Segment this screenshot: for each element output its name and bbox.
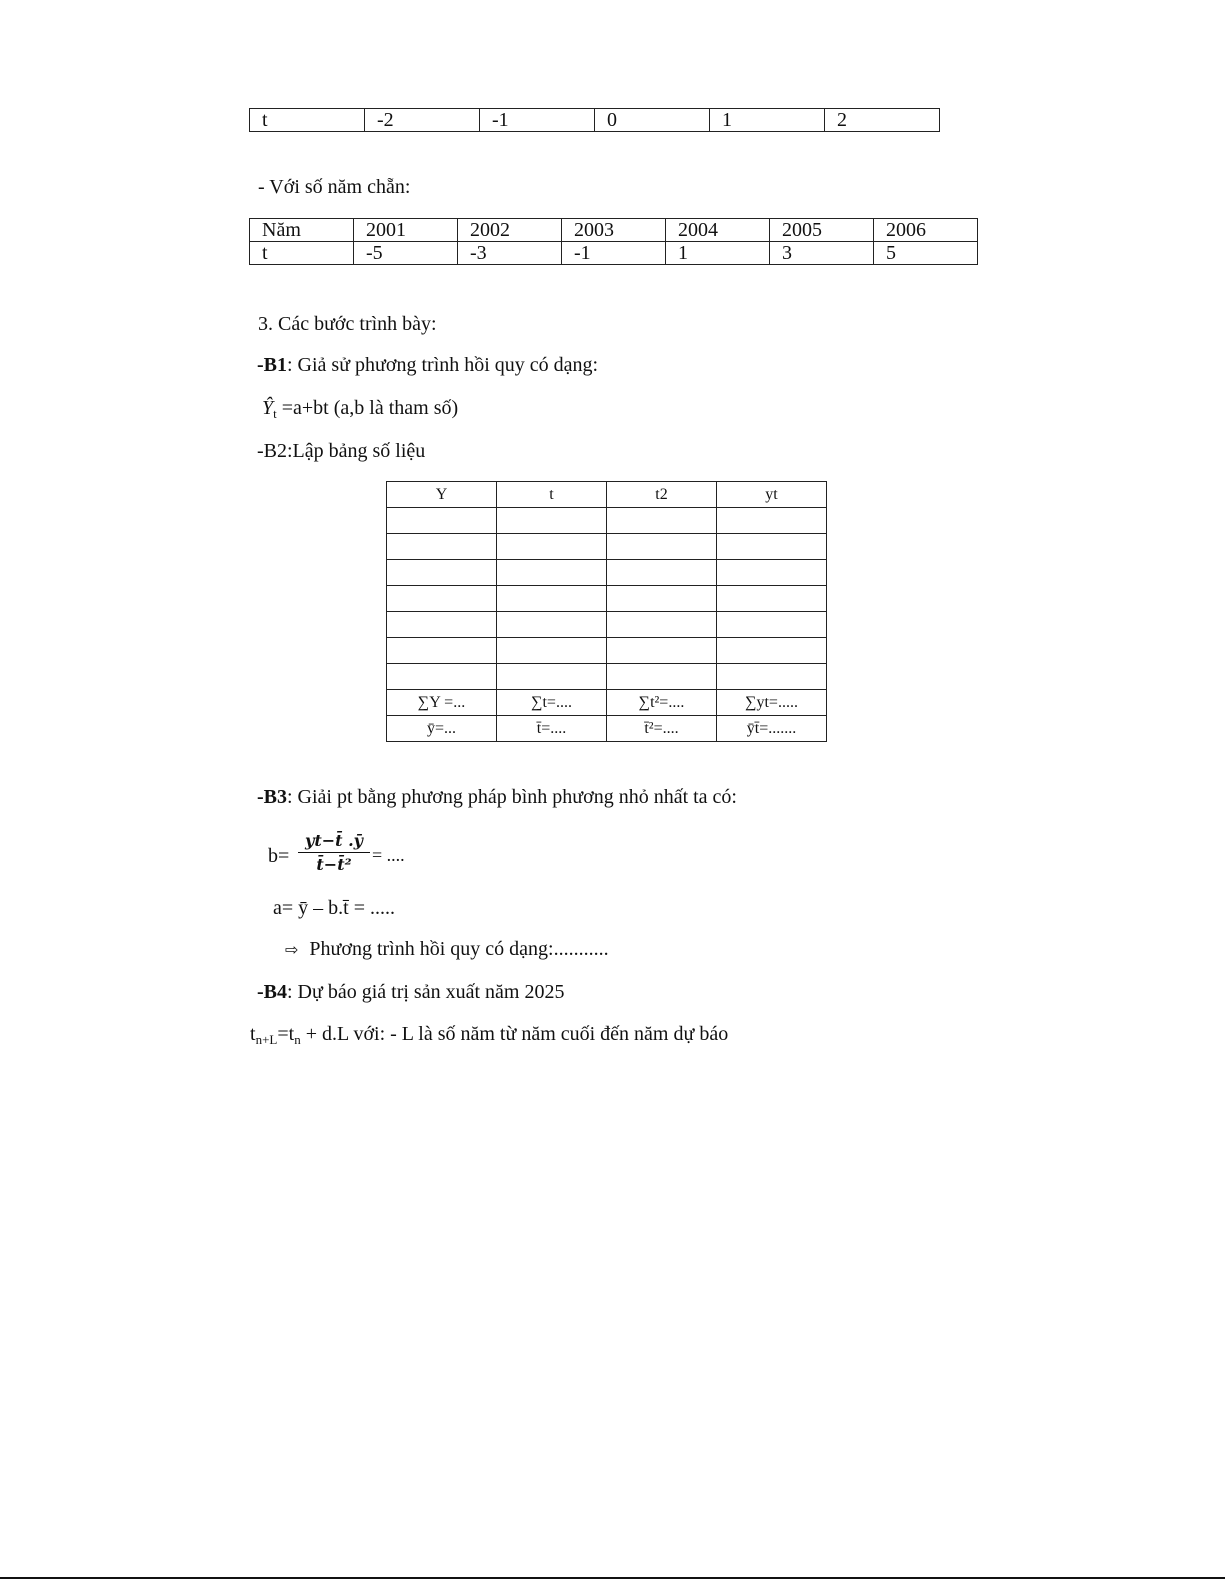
table-cell bbox=[497, 612, 607, 638]
table-cell bbox=[387, 586, 497, 612]
table-cell: t bbox=[250, 109, 365, 132]
data-table bbox=[386, 481, 827, 742]
formula-lhs: t bbox=[250, 1023, 256, 1045]
table-cell: 1 bbox=[710, 109, 825, 132]
table-row bbox=[250, 109, 940, 132]
mean-cell: t̄²=.... bbox=[607, 716, 717, 742]
table-row bbox=[387, 586, 827, 612]
table-cell: 2001 bbox=[354, 219, 458, 242]
table-cell: 2003 bbox=[562, 219, 666, 242]
b-formula-suffix: = .... bbox=[372, 845, 405, 865]
table-cell bbox=[717, 508, 827, 534]
table-row bbox=[387, 534, 827, 560]
equation-subscript: t bbox=[273, 406, 277, 421]
table-cell bbox=[497, 638, 607, 664]
table-cell bbox=[497, 534, 607, 560]
section-title: 3. Các bước trình bày: bbox=[258, 313, 437, 335]
sum-cell: ∑t²=.... bbox=[607, 690, 717, 716]
step-label: -B4 bbox=[257, 981, 287, 1003]
table-cell bbox=[717, 638, 827, 664]
table-row bbox=[387, 638, 827, 664]
table-cell: 2006 bbox=[874, 219, 978, 242]
equation-text: =a+bt (a,b là tham số) bbox=[276, 397, 459, 419]
table-cell: -5 bbox=[354, 242, 458, 265]
sum-cell: ∑yt=..... bbox=[717, 690, 827, 716]
step-b1 bbox=[257, 354, 598, 377]
conclusion-text: Phương trình hồi quy có dạng:........... bbox=[309, 938, 609, 960]
table-header-row bbox=[387, 482, 827, 508]
b-formula-denominator: t̄−t̄² bbox=[316, 855, 352, 874]
page-bottom-border bbox=[0, 1577, 1225, 1579]
table-cell bbox=[497, 586, 607, 612]
b-formula-numerator: yt−t̄ .ȳ bbox=[298, 831, 370, 853]
y-hat-symbol: Ŷ bbox=[262, 397, 274, 419]
table-cell: 3 bbox=[770, 242, 874, 265]
even-years-heading: - Với số năm chẵn: bbox=[258, 176, 411, 198]
table-cell: 2005 bbox=[770, 219, 874, 242]
forecast-formula bbox=[250, 1023, 728, 1048]
table-cell bbox=[387, 664, 497, 690]
table-cell bbox=[607, 664, 717, 690]
mean-row bbox=[387, 716, 827, 742]
formula-mid: =t bbox=[277, 1023, 295, 1045]
column-header: t2 bbox=[607, 482, 717, 508]
arrow-icon: ⇨ bbox=[285, 940, 299, 959]
table-cell bbox=[717, 612, 827, 638]
column-header: yt bbox=[717, 482, 827, 508]
table-cell bbox=[497, 508, 607, 534]
table-cell bbox=[717, 586, 827, 612]
step-text: : Dự báo giá trị sản xuất năm 2025 bbox=[287, 981, 565, 1003]
table-row bbox=[387, 508, 827, 534]
table-cell bbox=[717, 664, 827, 690]
table-cell bbox=[387, 534, 497, 560]
mean-cell: t̄=.... bbox=[497, 716, 607, 742]
regression-equation bbox=[262, 397, 458, 422]
table-row bbox=[250, 219, 978, 242]
table-cell: 2002 bbox=[458, 219, 562, 242]
table-cell bbox=[607, 612, 717, 638]
table-cell: -2 bbox=[365, 109, 480, 132]
b-formula-prefix: b= bbox=[268, 845, 290, 867]
table-row bbox=[387, 664, 827, 690]
table-cell: 0 bbox=[595, 109, 710, 132]
step-b3 bbox=[257, 786, 737, 809]
table-cell bbox=[497, 664, 607, 690]
sum-cell: ∑Y =... bbox=[387, 690, 497, 716]
table-cell bbox=[497, 560, 607, 586]
even-years-table bbox=[249, 218, 978, 265]
t-values-table bbox=[249, 108, 940, 132]
table-cell: 2004 bbox=[666, 219, 770, 242]
table-cell bbox=[607, 534, 717, 560]
table-cell bbox=[387, 508, 497, 534]
sum-row bbox=[387, 690, 827, 716]
table-cell: 1 bbox=[666, 242, 770, 265]
table-cell bbox=[387, 638, 497, 664]
column-header: Y bbox=[387, 482, 497, 508]
formula-rest: + d.L với: - L là số năm từ năm cuối đến năm dự báo bbox=[300, 1023, 729, 1045]
mean-cell: ȳ=... bbox=[387, 716, 497, 742]
step-label: -B1 bbox=[257, 354, 287, 376]
table-row bbox=[387, 560, 827, 586]
sum-cell: ∑t=.... bbox=[497, 690, 607, 716]
table-cell: Năm bbox=[250, 219, 354, 242]
table-row bbox=[387, 612, 827, 638]
table-cell: 2 bbox=[825, 109, 940, 132]
conclusion-line bbox=[285, 938, 609, 961]
a-formula: a= ȳ – b.t̄ = ..... bbox=[273, 897, 395, 919]
table-cell: -3 bbox=[458, 242, 562, 265]
step-text: : Giả sử phương trình hồi quy có dạng: bbox=[287, 354, 599, 376]
formula-mid-subscript: n bbox=[294, 1032, 301, 1047]
formula-lhs-subscript: n+L bbox=[255, 1032, 278, 1047]
table-cell: -1 bbox=[562, 242, 666, 265]
step-label: -B3 bbox=[257, 786, 287, 808]
table-cell: -1 bbox=[480, 109, 595, 132]
table-cell bbox=[607, 638, 717, 664]
table-cell bbox=[387, 560, 497, 586]
step-b2: -B2:Lập bảng số liệu bbox=[257, 440, 426, 462]
column-header: t bbox=[497, 482, 607, 508]
table-cell: t bbox=[250, 242, 354, 265]
table-cell bbox=[607, 560, 717, 586]
table-cell bbox=[607, 586, 717, 612]
table-cell bbox=[387, 612, 497, 638]
b-formula-fraction bbox=[298, 831, 370, 874]
table-cell: 5 bbox=[874, 242, 978, 265]
step-b4 bbox=[257, 981, 564, 1004]
table-cell bbox=[607, 508, 717, 534]
table-cell bbox=[717, 560, 827, 586]
table-row bbox=[250, 242, 978, 265]
step-text: : Giải pt bằng phương pháp bình phương nhỏ nhất ta có: bbox=[287, 786, 737, 808]
mean-cell: ȳt̄=....... bbox=[717, 716, 827, 742]
table-cell bbox=[717, 534, 827, 560]
